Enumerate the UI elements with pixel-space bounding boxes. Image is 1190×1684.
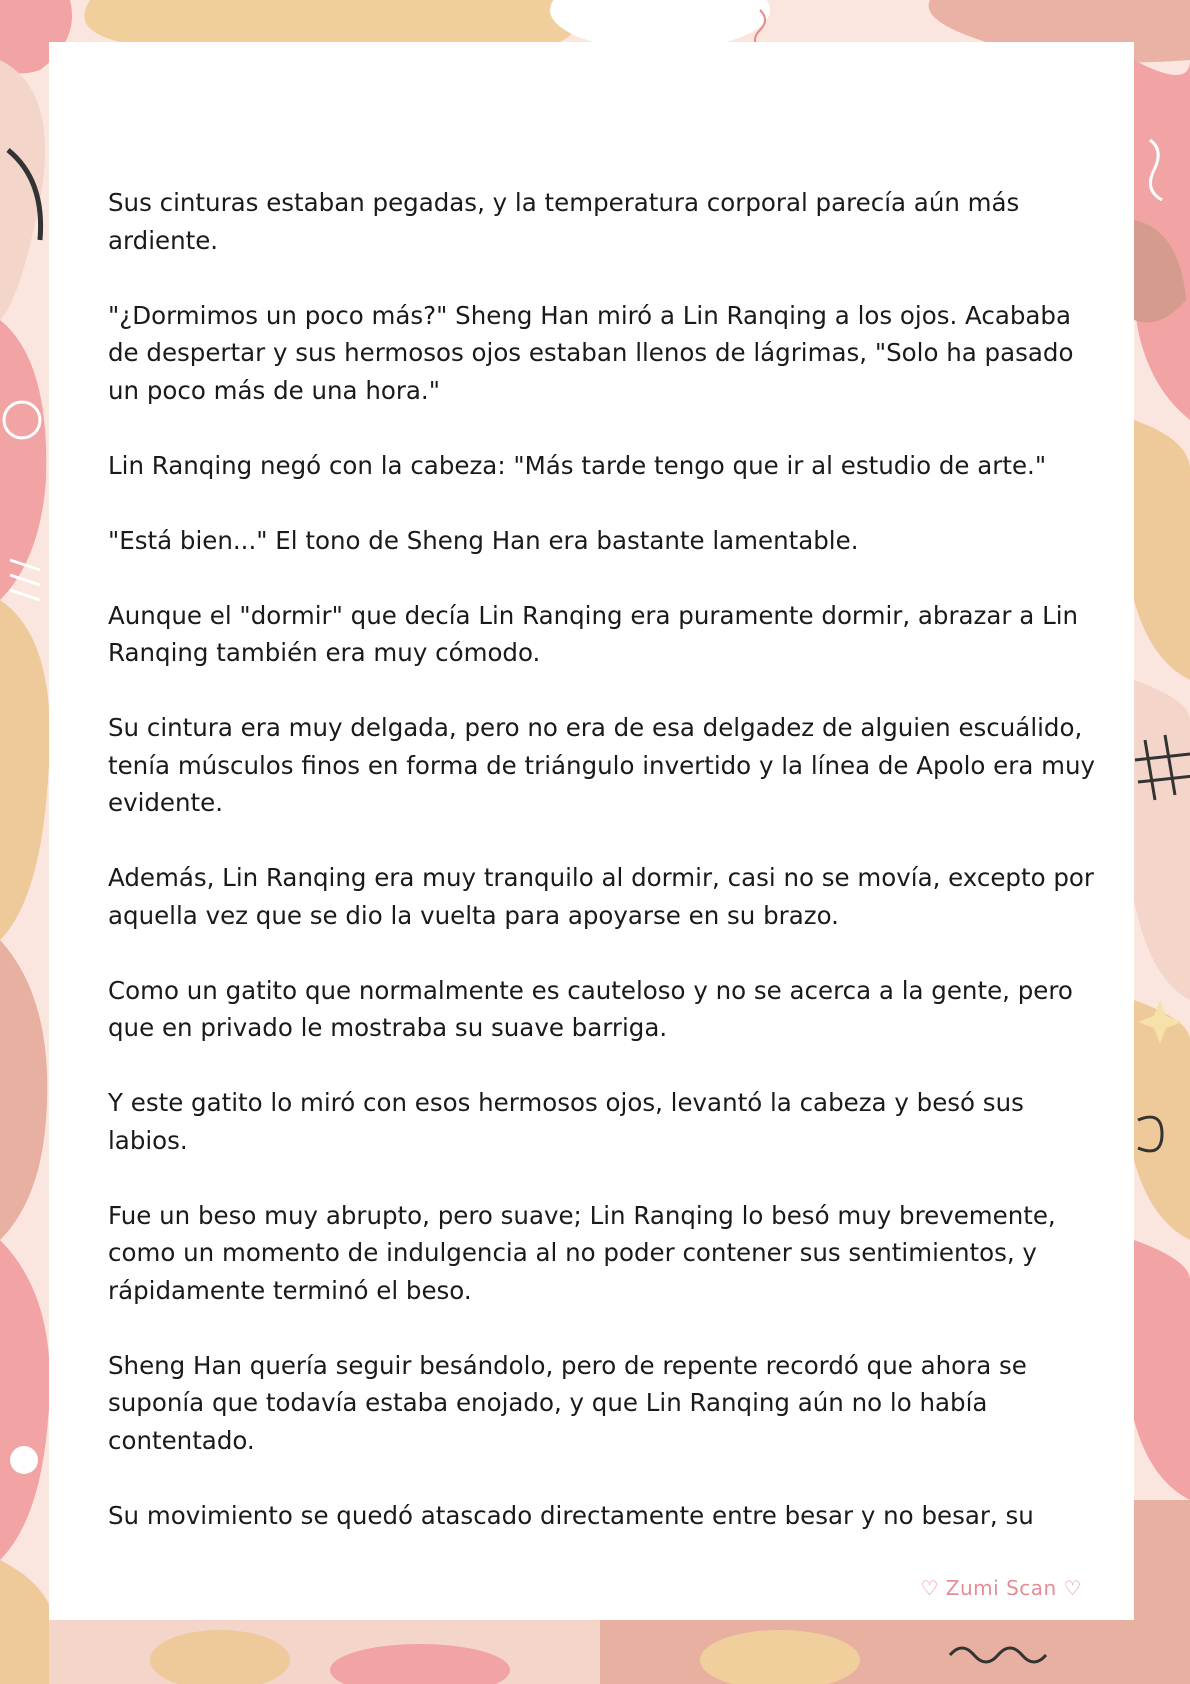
paragraph: Sheng Han quería seguir besándolo, pero de repente recordó que ahora se suponía que todavía estaba enojado, y que Lin Ranqing aún no lo había contentado. xyxy=(108,1350,1027,1455)
paragraph: Además, Lin Ranqing era muy tranquilo al dormir, casi no se movía, excepto por aquella vez que se dio la vuelta para apoyarse en su brazo. xyxy=(108,863,1094,930)
paragraph: Su movimiento se quedó atascado directamente entre besar y no besar, su xyxy=(108,1500,1034,1530)
chapter-text xyxy=(108,184,1098,1572)
paragraph: "¿Dormimos un poco más?" Sheng Han miró a Lin Ranqing a los ojos. Acababa de despertar y sus hermosos ojos estaban llenos de lágrimas, "Solo ha pasado un poco más de una hora." xyxy=(108,300,1074,405)
paragraph: Su cintura era muy delgada, pero no era de esa delgadez de alguien escuálido, tenía músculos finos en forma de triángulo invertido y la línea de Apolo era muy evidente. xyxy=(108,713,1096,817)
paragraph: Sus cinturas estaban pegadas, y la temperatura corporal parecía aún más ardiente. xyxy=(108,188,1020,255)
paragraph: Fue un beso muy abrupto, pero suave; Lin Ranqing lo besó muy brevemente, como un momento de indulgencia al no poder contener sus sentimientos, y rápidamente terminó el beso. xyxy=(108,1200,1056,1305)
paragraph: Y este gatito lo miró con esos hermosos ojos, levantó la cabeza y besó sus labios. xyxy=(108,1088,1024,1155)
paragraph: Como un gatito que normalmente es cauteloso y no se acerca a la gente, pero que en privado le mostraba su suave barriga. xyxy=(108,975,1073,1042)
paragraph: Aunque el "dormir" que decía Lin Ranqing era puramente dormir, abrazar a Lin Ranqing también era muy cómodo. xyxy=(108,600,1079,667)
paragraph: "Está bien..." El tono de Sheng Han era bastante lamentable. xyxy=(108,525,859,555)
watermark: ♡ Zumi Scan ♡ xyxy=(920,1576,1082,1600)
paragraph: Lin Ranqing negó con la cabeza: "Más tarde tengo que ir al estudio de arte." xyxy=(108,450,1047,480)
